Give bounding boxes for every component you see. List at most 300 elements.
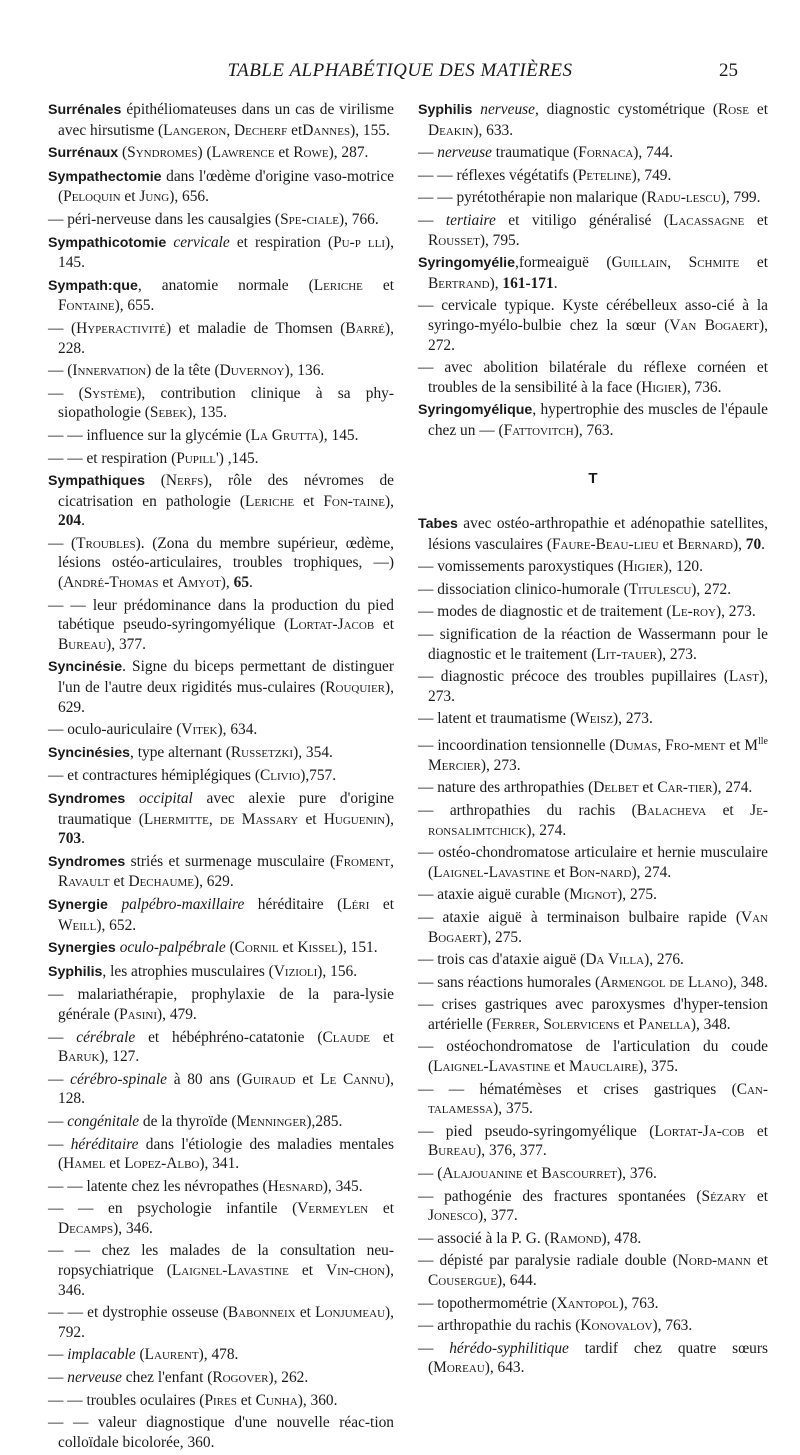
entry-text: ), 655. bbox=[114, 297, 155, 315]
entry-text: Fon-taine bbox=[323, 492, 386, 510]
index-entry bbox=[418, 188, 768, 208]
right-column-entries-s bbox=[418, 100, 768, 441]
index-entry bbox=[418, 709, 768, 729]
entry-text: Bureau bbox=[428, 1142, 477, 1160]
index-entry bbox=[48, 596, 394, 655]
entry-text: ), 135. bbox=[187, 404, 227, 422]
entry-text: nerveuse bbox=[437, 144, 492, 162]
entry-text: Decamps bbox=[58, 1219, 114, 1237]
index-entry bbox=[48, 1112, 394, 1132]
entry-text: ), 377. bbox=[478, 1207, 518, 1225]
entry-text: Laignel-Lavastine bbox=[433, 863, 551, 881]
index-entry bbox=[48, 1177, 394, 1197]
index-entry bbox=[48, 1345, 394, 1365]
entry-text: et bbox=[236, 1391, 256, 1409]
index-entry bbox=[418, 400, 768, 440]
index-entry bbox=[48, 167, 394, 207]
entry-text: Nord-mann bbox=[677, 1252, 751, 1270]
index-entry bbox=[418, 625, 768, 664]
entry-text: ), 656. bbox=[169, 188, 209, 206]
entry-text: et bbox=[374, 616, 394, 634]
entry-text: — bbox=[48, 1028, 77, 1046]
entry-text: . Signe du biceps permettant de distinguer l'un de l'autre deux rigidités mus-culaires ( bbox=[58, 658, 394, 697]
index-entry bbox=[418, 1229, 768, 1249]
entry-text: Lit-tauer bbox=[596, 645, 658, 663]
entry-text: Le-roy bbox=[671, 603, 716, 621]
entry-text: à 80 ans ( bbox=[166, 1070, 242, 1088]
entry-text: avec alexie pure d'origine traumatique ( bbox=[58, 790, 394, 828]
entry-text: ), 345. bbox=[322, 1177, 363, 1195]
entry-text: Menninger bbox=[236, 1112, 307, 1130]
entry-text: Laignel-Lavastine bbox=[433, 1058, 551, 1076]
entry-text: Dechaume bbox=[128, 873, 194, 891]
entry-text: ), 749. bbox=[631, 166, 672, 184]
entry-text: — ( bbox=[48, 362, 73, 380]
entry-text: — latent et traumatisme ( bbox=[418, 710, 576, 728]
entry-text: — bbox=[48, 1135, 71, 1153]
entry-text: et bbox=[522, 1165, 542, 1183]
entry-text: occipital bbox=[138, 790, 193, 807]
entry-text: — ( bbox=[418, 1165, 443, 1183]
entry-text: Pu-p lli bbox=[333, 233, 386, 251]
entry-text: Radu-lescu bbox=[646, 189, 721, 207]
entry-text: et bbox=[550, 863, 569, 881]
entry-text: Deakin bbox=[428, 121, 474, 139]
entry-text: — vomissements paroxystiques ( bbox=[418, 558, 623, 576]
index-entry bbox=[418, 885, 768, 905]
entry-text: — ataxie aiguë curable ( bbox=[418, 886, 570, 904]
entry-text: et vitiligo généralisé ( bbox=[495, 211, 669, 229]
entry-text: ), 377. bbox=[106, 635, 146, 653]
entry-headword: Surrénales bbox=[48, 102, 122, 118]
entry-text: Russetzki bbox=[230, 743, 294, 761]
entry-text: Sézary bbox=[701, 1187, 747, 1205]
entry-text: et bbox=[288, 1262, 326, 1280]
entry-text: Da Villa bbox=[585, 951, 645, 969]
page-number: 25 bbox=[719, 60, 738, 81]
entry-headword: Syncinésie bbox=[48, 659, 123, 676]
entry-text: et bbox=[638, 779, 658, 797]
entry-text: traumatique ( bbox=[491, 144, 579, 162]
entry-text: ), 273. bbox=[428, 668, 768, 705]
entry-text: — bbox=[418, 211, 446, 229]
entry-text: ), bbox=[220, 574, 234, 592]
entry-text: ), 128. bbox=[58, 1070, 394, 1108]
index-entry bbox=[418, 166, 768, 186]
entry-text: — ataxie aiguë à terminaison bulbaire rapide ( bbox=[418, 908, 741, 926]
entry-text: La Grutta bbox=[250, 426, 319, 444]
index-entry bbox=[48, 720, 394, 740]
index-entry bbox=[48, 1199, 394, 1238]
index-entry bbox=[48, 766, 394, 786]
entry-text: Guillain, Schmite bbox=[611, 254, 740, 272]
entry-text: lle bbox=[758, 736, 768, 748]
entry-text: Weill bbox=[58, 916, 97, 934]
entry-text: — bbox=[48, 1112, 68, 1130]
index-entry bbox=[48, 319, 394, 358]
entry-text: ), 348. bbox=[690, 1015, 731, 1033]
entry-text: ), 360. bbox=[297, 1391, 338, 1409]
entry-text: . bbox=[249, 574, 253, 592]
entry-text: Ramond bbox=[549, 1229, 602, 1247]
entry-text: — cervicale typique. Kyste cérébelleux asso-cié à la syringo-myélo-bulbie chez la sœur ( bbox=[418, 297, 768, 334]
entry-text: avec ostéo-arthropathie et adénopathie satellites, lésions vasculaires ( bbox=[428, 515, 768, 553]
entry-text: ), 763. bbox=[652, 1317, 693, 1335]
entry-text: — péri-nerveuse dans les causalgies ( bbox=[48, 210, 281, 228]
entry-text: — — leur prédominance dans la production du pied tabétique pseudo-syringomyélique ( bbox=[48, 596, 394, 634]
entry-text: ), 795. bbox=[479, 231, 520, 249]
entry-text: Fornaca bbox=[578, 144, 634, 162]
entry-headword: Sympathectomie bbox=[48, 168, 162, 185]
left-column bbox=[48, 100, 394, 1455]
entry-text: ), bbox=[385, 810, 394, 828]
index-entry bbox=[48, 100, 394, 140]
entry-text: héréditaire ( bbox=[244, 895, 343, 913]
entry-text: — ( bbox=[48, 319, 77, 337]
entry-text: ), 799. bbox=[720, 189, 761, 207]
entry-text: et bbox=[298, 810, 324, 828]
entry-text: Can-talamessa bbox=[428, 1080, 768, 1118]
entry-text: et bbox=[750, 1252, 768, 1270]
entry-headword: Syringomyélie bbox=[418, 255, 515, 272]
entry-text: — — et respiration ( bbox=[48, 449, 177, 467]
entry-text: et bbox=[749, 101, 768, 118]
entry-text: — — latente chez les névropathes ( bbox=[48, 1177, 268, 1195]
entry-text: Je-ronsalimtchick bbox=[428, 801, 768, 839]
entry-text: Mauclaire bbox=[568, 1058, 639, 1076]
entry-text: Syndromes bbox=[127, 144, 198, 162]
index-entry bbox=[48, 895, 394, 935]
entry-text: . bbox=[81, 830, 85, 848]
entry-text: — trois cas d'ataxie aiguë ( bbox=[418, 951, 586, 969]
entry-text: et respiration ( bbox=[229, 233, 334, 251]
entry-text: Dumas, Fro-ment bbox=[614, 737, 726, 755]
entry-headword: Syndromes bbox=[48, 791, 126, 807]
entry-text: Babonneix bbox=[227, 1304, 296, 1322]
entry-text: ), 228. bbox=[58, 319, 394, 357]
index-entry bbox=[418, 580, 768, 600]
entry-text: — ostéochondromatose de l'articulation du coude ( bbox=[418, 1038, 768, 1076]
entry-text: — pied pseudo-syringomyélique ( bbox=[418, 1122, 655, 1140]
entry-text: Van Bogaert bbox=[669, 316, 760, 334]
entry-text: Système bbox=[83, 384, 137, 402]
entry-text: — — hématémèses et crises gastriques ( bbox=[418, 1080, 737, 1098]
entry-text: et bbox=[274, 144, 294, 162]
entry-text: ), 375. bbox=[493, 1100, 533, 1118]
entry-text bbox=[125, 790, 139, 807]
entry-text: ,formeaiguë ( bbox=[515, 254, 612, 272]
entry-text: et bbox=[362, 276, 394, 294]
entry-text: Lortat-Jacob bbox=[289, 616, 375, 634]
index-entry bbox=[48, 471, 394, 531]
entry-text: Pasini bbox=[119, 1005, 157, 1023]
entry-headword: Synergie bbox=[48, 896, 108, 913]
index-entry bbox=[48, 1135, 394, 1174]
entry-text: cérébrale bbox=[76, 1028, 136, 1046]
entry-text: ), 127. bbox=[99, 1048, 140, 1066]
entry-text: ), 376. bbox=[617, 1165, 657, 1183]
entry-text: implacable bbox=[67, 1346, 136, 1364]
entry-text: Delbet bbox=[593, 779, 639, 797]
entry-text: ), 766. bbox=[338, 210, 379, 228]
entry-text: — — pyrétothérapie non malarique ( bbox=[418, 189, 647, 207]
entry-text: ), 644. bbox=[496, 1272, 537, 1289]
entry-text: 204 bbox=[58, 512, 82, 530]
entry-text: ) et maladie de Thomsen ( bbox=[166, 319, 346, 337]
entry-text: et bbox=[295, 1304, 316, 1322]
entry-text: hérédo-syphilitique bbox=[449, 1339, 569, 1357]
entry-text: et bbox=[368, 1200, 394, 1218]
entry-text: ) ,145. bbox=[218, 449, 259, 467]
entry-text: — signification de la réaction de Wassermann pour le diagnostic et le traitement ( bbox=[418, 626, 768, 663]
entry-text: Alajouanine bbox=[442, 1165, 523, 1183]
entry-text: ),285. bbox=[306, 1112, 343, 1130]
entry-text: ( bbox=[225, 939, 235, 957]
index-entry bbox=[48, 985, 394, 1024]
entry-text: Cousergue bbox=[428, 1272, 497, 1289]
entry-text: — ( bbox=[48, 534, 77, 552]
entry-text: ). (Zona du membre supérieur, œdème, lésions ostéo-articulaires, troubles trophiques, —) ( bbox=[58, 534, 394, 592]
entry-text: Amyot bbox=[177, 574, 221, 592]
entry-text: dans l'étiologie des maladies mentales ( bbox=[58, 1135, 394, 1173]
entry-text: Hesnard bbox=[267, 1177, 323, 1195]
entry-text: ), 478. bbox=[198, 1346, 239, 1364]
entry-text: nerveuse bbox=[480, 101, 535, 118]
entry-text: Konovalov bbox=[580, 1317, 653, 1335]
entry-text: de la thyroïde ( bbox=[139, 1112, 237, 1130]
entry-text: et bbox=[109, 873, 129, 891]
entry-text: Moreau bbox=[433, 1359, 485, 1377]
index-entry bbox=[418, 514, 768, 554]
entry-text: oculo-palpébrale bbox=[119, 939, 226, 957]
index-entry bbox=[48, 361, 394, 381]
entry-text: Bascourret bbox=[541, 1165, 618, 1183]
entry-text: — — et dystrophie osseuse ( bbox=[48, 1304, 228, 1322]
entry-text: tertiaire bbox=[445, 211, 496, 229]
entry-headword: Surrénaux bbox=[48, 145, 119, 162]
entry-text: — — troubles oculaires ( bbox=[48, 1391, 205, 1409]
index-entry bbox=[48, 852, 394, 892]
entry-text: Pires bbox=[204, 1391, 237, 1409]
entry-text: Barré bbox=[345, 319, 386, 337]
entry-text: Vizioli bbox=[273, 962, 318, 980]
entry-text: Faure-Beau-lieu bbox=[551, 535, 659, 553]
index-entry bbox=[418, 143, 768, 163]
index-entry bbox=[418, 1251, 768, 1290]
entry-text: et bbox=[105, 1155, 125, 1173]
entry-text: ) ( bbox=[197, 144, 212, 162]
entry-headword: Tabes bbox=[418, 516, 458, 533]
entry-text: Rowe bbox=[293, 144, 329, 162]
entry-text: — — influence sur la glycémie ( bbox=[48, 426, 251, 444]
entry-text: — — réflexes végétatifs ( bbox=[418, 166, 578, 184]
entry-text bbox=[108, 896, 122, 913]
index-entry bbox=[48, 743, 394, 764]
entry-text: Cornil bbox=[234, 939, 279, 957]
entry-text: ),757. bbox=[300, 767, 337, 785]
entry-text: Rousset bbox=[428, 231, 480, 249]
entry-text: — oculo-auriculaire ( bbox=[48, 721, 182, 739]
entry-text: ( bbox=[135, 1346, 145, 1364]
entry-text: Peteline bbox=[577, 166, 632, 184]
entry-text: ), 136. bbox=[284, 362, 325, 380]
entry-text: , les atrophies musculaires ( bbox=[102, 962, 274, 980]
index-entry bbox=[48, 1241, 394, 1300]
entry-text: André-Thomas bbox=[63, 574, 159, 592]
index-entry bbox=[48, 426, 394, 446]
entry-text: Armengol de Llano bbox=[600, 973, 728, 991]
entry-text: Cunha bbox=[255, 1391, 298, 1409]
entry-text: , anatomie normale ( bbox=[137, 276, 314, 294]
entry-text: ), 156. bbox=[317, 962, 358, 980]
entry-text: dans l'œdème d'origine vaso-motrice ( bbox=[58, 167, 394, 206]
entry-text: Higier bbox=[622, 558, 664, 576]
entry-text: ), 155. bbox=[350, 121, 390, 139]
entry-text: Vitek bbox=[181, 721, 218, 739]
entry-text: Van Bogaert bbox=[428, 908, 768, 946]
entry-text: et bbox=[287, 121, 303, 139]
entry-text: ), 274. bbox=[712, 779, 753, 797]
entry-text: Titulescu bbox=[628, 580, 692, 598]
entry-text: ), 763. bbox=[573, 421, 614, 439]
entry-text: Fontaine bbox=[58, 297, 115, 315]
entry-text: ), 151. bbox=[337, 939, 378, 957]
index-entry bbox=[48, 233, 394, 273]
entry-text: Pupill' bbox=[176, 449, 219, 467]
entry-text: et bbox=[369, 895, 394, 913]
index-entry bbox=[418, 667, 768, 706]
entry-text: et bbox=[744, 1122, 768, 1140]
entry-text: ), rôle des névromes de cicatrisation en pathologie ( bbox=[58, 472, 394, 510]
entry-text: Xantopol bbox=[556, 1294, 619, 1312]
entry-text: Troubles bbox=[76, 534, 136, 552]
entry-text: Claude bbox=[322, 1028, 371, 1046]
entry-text: — arthropathie du rachis ( bbox=[418, 1317, 581, 1335]
entry-text: — — en psychologie infantile ( bbox=[48, 1200, 298, 1218]
entry-text: et bbox=[746, 1187, 768, 1205]
entry-text: ( bbox=[144, 472, 166, 490]
entry-text: — pathogénie des fractures spontanées ( bbox=[418, 1187, 702, 1205]
entry-text: et M bbox=[725, 737, 758, 755]
entry-text: Bernard bbox=[677, 535, 733, 553]
entry-text: ), 478. bbox=[601, 1229, 642, 1247]
entry-text: — topothermométrie ( bbox=[418, 1294, 557, 1312]
entry-text: Kissel bbox=[297, 939, 338, 957]
entry-text: — — chez les malades de la consultation neu-ropsychiatrique ( bbox=[48, 1242, 394, 1280]
entry-text: Laurent bbox=[144, 1346, 199, 1364]
entry-text: — dissociation clinico-humorale ( bbox=[418, 580, 629, 598]
entry-text: ), 145. bbox=[318, 426, 359, 444]
entry-text: 703 bbox=[58, 830, 82, 848]
entry-text: et bbox=[706, 801, 751, 819]
entry-text: et bbox=[278, 939, 298, 957]
entry-text: Baruk bbox=[58, 1048, 100, 1066]
entry-text: ), 341. bbox=[199, 1155, 240, 1173]
right-column-entries-t bbox=[418, 514, 768, 1378]
entry-text: ), 479. bbox=[157, 1005, 197, 1023]
entry-text: ), 145. bbox=[58, 233, 394, 272]
index-entry bbox=[418, 1339, 768, 1378]
entry-text: Rogover bbox=[212, 1369, 269, 1387]
index-entry bbox=[48, 449, 394, 469]
entry-text: ), 744. bbox=[633, 144, 674, 162]
entry-text: Lopez-Albo bbox=[124, 1155, 200, 1173]
entry-text: ) de la tête ( bbox=[146, 362, 220, 380]
entry-text: palpébro-maxillaire bbox=[121, 895, 245, 913]
entry-text: ), 275. bbox=[617, 886, 657, 904]
entry-text: ), 629. bbox=[193, 873, 234, 891]
entry-text: héréditaire bbox=[70, 1135, 139, 1153]
entry-text: Bertrand bbox=[428, 274, 490, 292]
entry-text: Léri bbox=[342, 895, 370, 913]
entry-text: — nature des arthropathies ( bbox=[418, 779, 594, 797]
entry-text: Clivio bbox=[259, 767, 301, 785]
entry-text: — ostéo-chondromatose articulaire et hernie musculaire ( bbox=[418, 844, 768, 881]
entry-text: ), 346. bbox=[113, 1219, 153, 1237]
entry-text: ), 273. bbox=[480, 756, 521, 774]
right-column bbox=[418, 100, 768, 1381]
entry-text: Spe-ciale bbox=[280, 210, 339, 228]
entry-text: Hyperactivité bbox=[76, 319, 167, 337]
index-entry bbox=[418, 358, 768, 397]
entry-text: ), 274. bbox=[526, 821, 567, 839]
entry-text: Sebek bbox=[149, 404, 188, 422]
entry-text: ), 272. bbox=[691, 580, 732, 598]
entry-text: — malariathérapie, prophylaxie de la para-lysie générale ( bbox=[48, 986, 394, 1023]
entry-text: — arthropathies du rachis ( bbox=[418, 801, 637, 819]
entry-text: Car-tier bbox=[657, 779, 713, 797]
index-entry bbox=[418, 1294, 768, 1314]
entry-text: Higier bbox=[641, 378, 682, 396]
index-entry bbox=[48, 534, 394, 593]
entry-text: — bbox=[48, 1070, 71, 1088]
entry-text: et hébéphréno-catatonie ( bbox=[135, 1028, 323, 1046]
entry-text: cervicale bbox=[173, 233, 230, 251]
index-entry bbox=[418, 296, 768, 355]
entry-text: ), 346. bbox=[58, 1262, 394, 1299]
entry-text: — bbox=[418, 1339, 450, 1357]
entry-text: Hamel bbox=[63, 1155, 106, 1173]
entry-text: Panella bbox=[638, 1015, 691, 1033]
entry-text: tardif chez quatre sœurs ( bbox=[428, 1339, 768, 1377]
entry-text: — bbox=[418, 144, 438, 162]
index-entry bbox=[48, 1070, 394, 1109]
entry-text: 70 bbox=[745, 535, 762, 553]
entry-text: Peloquin bbox=[63, 188, 121, 206]
entry-text: ), 274. bbox=[631, 863, 672, 881]
entry-text: — modes de diagnostic et de traitement ( bbox=[418, 603, 672, 621]
entry-text: — diagnostic précoce des troubles pupillaires ( bbox=[418, 668, 729, 686]
entry-text: Mercier bbox=[428, 756, 481, 774]
entry-headword: Sympath:que bbox=[48, 277, 138, 294]
entry-text: — crises gastriques avec paroxysmes d'hyper-tension artérielle ( bbox=[418, 996, 768, 1033]
entry-text: — avec abolition bilatérale du réflexe cornéen et troubles de la sensibilité à la face ( bbox=[418, 359, 768, 396]
entry-text: ), 652. bbox=[96, 916, 137, 934]
entry-text: congénitale bbox=[67, 1112, 140, 1130]
index-entry bbox=[48, 938, 394, 959]
entry-text: ), 262. bbox=[268, 1369, 309, 1387]
index-entry bbox=[418, 253, 768, 293]
entry-text: Duvernoy bbox=[219, 362, 285, 380]
entry-text: — sans réactions humorales ( bbox=[418, 973, 601, 991]
entry-text: Bureau bbox=[58, 635, 107, 653]
index-entry bbox=[48, 1391, 394, 1411]
entry-text: — dépisté par paralysie radiale double ( bbox=[418, 1252, 678, 1270]
entry-text: ), bbox=[732, 535, 746, 553]
entry-text: ), contribution clinique à sa phy-siopathologie ( bbox=[58, 384, 394, 422]
entry-text: Innervation bbox=[72, 362, 147, 380]
entry-headword: Syndromes bbox=[48, 853, 126, 870]
